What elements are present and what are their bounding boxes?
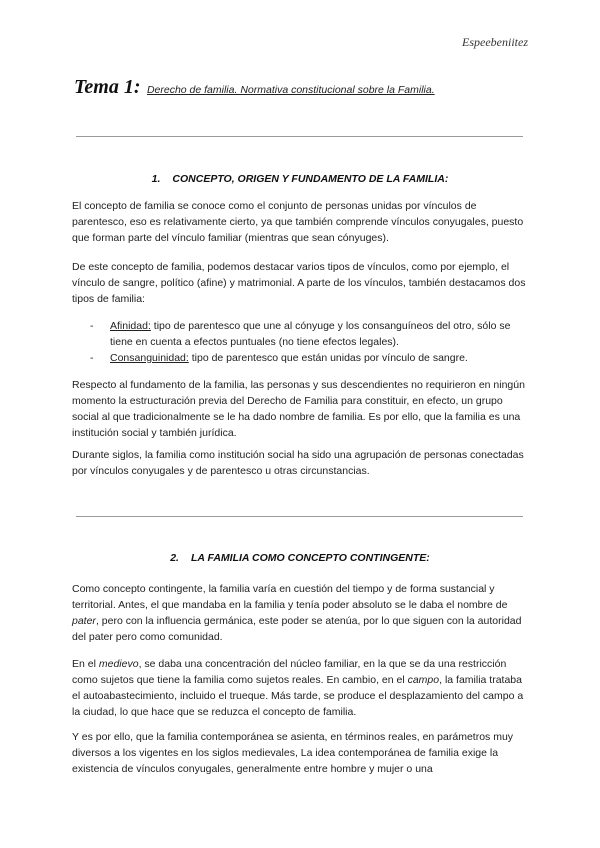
section-1-title: CONCEPTO, ORIGEN Y FUNDAMENTO DE LA FAMILIA: (172, 173, 449, 185)
bullet-term: Consanguinidad: (110, 352, 189, 364)
section-1-paragraph-2: De este concepto de familia, podemos destacar varios tipos de vínculos, como por ejemplo, el vínculo de sangre, político (afine) y matrimonial. A parte de los vínculos, también destacamos dos tipos de familia: (72, 261, 526, 305)
text-run: Como concepto contingente, la familia varía en cuestión del tiempo y de forma sustancial y territorial. Antes, el que mandaba en la familia y tenía poder absoluto se le daba el nombre de (72, 583, 508, 611)
italic-term: pater (72, 615, 96, 627)
bullet-text: tipo de parentesco que están unidas por vínculo de sangre. (188, 352, 468, 364)
bullet-dash: - (90, 352, 94, 364)
section-2-paragraph-2 (72, 656, 528, 720)
bullet-dash: - (90, 320, 94, 332)
divider-2 (76, 516, 523, 517)
italic-term: campo (407, 674, 440, 686)
text-run: , se daba una concentración del núcleo familiar, en la que se da una restricción como sujetos que tiene la familia como sujetos reales. En cambio, en el (72, 658, 507, 686)
italic-term: medievo (98, 658, 139, 670)
list-item (72, 318, 528, 350)
tema-label: Tema 1: (74, 76, 141, 98)
section-2-paragraph-1 (72, 581, 528, 645)
bullet-term: Afinidad: (110, 320, 151, 332)
section-1-paragraph-1: El concepto de familia se conoce como el conjunto de personas unidas por vínculos de parentesco, eso es relativamente cierto, ya que también comprende vínculos conyugales, puesto que forman parte del vínculo familiar (mientras que sean cónyuges). (72, 200, 524, 244)
divider-1 (76, 136, 523, 137)
text-run: En el (72, 658, 99, 670)
bullet-text: tipo de parentesco que une al cónyuge y los consanguíneos del otro, sólo se tiene en cuenta a efectos puntuales (no tiene efectos legales). (110, 320, 511, 348)
section-2-number: 2. (170, 552, 179, 564)
section-1-heading (0, 173, 600, 185)
document-title (74, 76, 435, 99)
section-2-heading (0, 552, 600, 564)
text-run: , la familia trataba el autoabastecimiento, incluido el trueque. Más tarde, se produce el desplazamiento del campo a la ciudad, lo que hace que se reduzca el concepto de familia. (72, 674, 524, 718)
section-1-paragraph-4: Durante siglos, la familia como institución social ha sido una agrupación de personas conectadas por vínculos conyugales y de parentesco u otras circunstancias. (72, 449, 524, 477)
section-1-paragraph-3: Respecto al fundamento de la familia, las personas y sus descendientes no requirieron en ningún momento la estructuración previa del Derecho de Familia para constituir, en efecto, un grupo social al que tradicionalmente se le ha dado nombre de familia. Es por ello, que la familia es una institución social y también jurídica. (72, 379, 525, 439)
author-signature: Espeebeniitez (462, 35, 528, 49)
section-2-title: LA FAMILIA COMO CONCEPTO CONTINGENTE: (190, 552, 430, 564)
section-2-paragraph-3: Y es por ello, que la familia contemporánea se asienta, en términos reales, en parámetros muy diversos a los vigentes en los siglos medievales, La idea contemporánea de familia exige la existencia de vínculos conyugales, generalmente entre hombre y mujer o una (72, 731, 514, 775)
family-types-list (72, 318, 528, 366)
tema-subtitle: Derecho de familia. Normativa constitucional sobre la Familia. (146, 84, 435, 96)
text-run: , pero con la influencia germánica, este poder se atenúa, por lo que siguen con la autoridad del pater pero como comunidad. (72, 615, 522, 643)
list-item (72, 350, 528, 366)
section-1-number: 1. (151, 173, 161, 185)
